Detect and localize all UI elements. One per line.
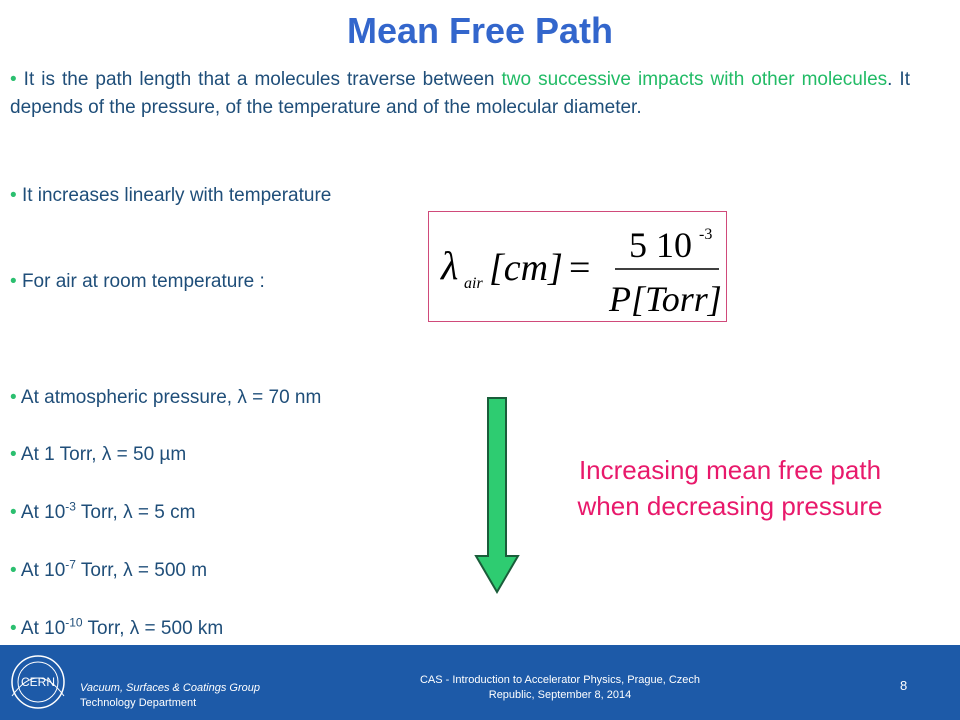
pressure-1e-10-prefix: At 10 bbox=[20, 618, 66, 639]
pressure-1torr-bullet bbox=[10, 441, 186, 469]
linear-temp-text: It increases linearly with temperature bbox=[21, 185, 332, 206]
slide-footer bbox=[0, 645, 960, 720]
definition-bullet bbox=[10, 66, 910, 122]
definition-text-2: . It depends of the pressure, of the temperature and of the molecular diameter. bbox=[10, 69, 910, 118]
linear-temp-bullet bbox=[10, 182, 331, 210]
pressure-1e-10-exponent: -10 bbox=[65, 615, 83, 630]
pressure-1e-3-suffix: Torr, λ = 5 cm bbox=[75, 502, 196, 523]
definition-highlight: two successive impacts with other molecules bbox=[501, 69, 888, 90]
pressure-1e-7-suffix: Torr, λ = 500 m bbox=[75, 560, 208, 581]
air-room-bullet bbox=[10, 268, 265, 296]
pressure-1e-10-suffix: Torr, λ = 500 km bbox=[82, 618, 224, 639]
bullet-icon: • bbox=[10, 444, 17, 465]
footer-conference bbox=[380, 673, 740, 703]
footer-conference-line-2: Republic, September 8, 2014 bbox=[488, 689, 632, 701]
pressure-1e-7-exponent: -7 bbox=[65, 557, 76, 572]
increasing-line-1: Increasing mean free path bbox=[578, 455, 882, 485]
footer-department: Technology Department bbox=[80, 697, 197, 709]
increasing-mfp-note bbox=[520, 452, 940, 524]
bullet-icon: • bbox=[10, 560, 17, 581]
bullet-icon: • bbox=[10, 271, 17, 292]
bullet-icon: • bbox=[10, 185, 17, 206]
formula-numerator: 5 10 bbox=[629, 225, 692, 265]
pressure-1e-10-bullet bbox=[10, 615, 223, 643]
bullet-icon: • bbox=[10, 618, 17, 639]
mean-free-path-formula bbox=[429, 212, 725, 320]
footer-group: Vacuum, Surfaces & Coatings Group bbox=[80, 682, 260, 694]
pressure-1e-7-prefix: At 10 bbox=[20, 560, 66, 581]
pressure-1e-3-exponent: -3 bbox=[65, 499, 76, 514]
down-arrow-icon bbox=[474, 396, 520, 596]
formula-unit: [cm] bbox=[489, 247, 563, 289]
pressure-1e-3-prefix: At 10 bbox=[20, 502, 66, 523]
footer-conference-line-1: CAS - Introduction to Accelerator Physics, Prague, Czech bbox=[419, 674, 701, 686]
formula-lambda: λ bbox=[441, 243, 459, 288]
formula-equals: = bbox=[569, 247, 591, 289]
bullet-icon: • bbox=[10, 387, 17, 408]
formula-subscript: air bbox=[464, 275, 483, 292]
pressure-atm-bullet bbox=[10, 384, 321, 412]
pressure-atm-text: At atmospheric pressure, λ = 70 nm bbox=[20, 387, 322, 408]
bullet-icon: • bbox=[10, 502, 17, 523]
pressure-1torr-text: At 1 Torr, λ = 50 µm bbox=[20, 444, 187, 465]
cern-logo-icon bbox=[8, 652, 68, 712]
formula-exponent: -3 bbox=[699, 226, 713, 243]
page-number: 8 bbox=[900, 678, 908, 693]
formula-denominator: P[Torr] bbox=[609, 279, 722, 319]
pressure-1e-3-bullet bbox=[10, 499, 195, 527]
slide-title: Mean Free Path bbox=[346, 10, 614, 51]
bullet-icon: • bbox=[10, 69, 17, 90]
formula-box bbox=[428, 211, 727, 322]
cern-logo-text: CERN bbox=[20, 675, 56, 689]
air-room-text: For air at room temperature : bbox=[21, 271, 265, 292]
definition-text-1: It is the path length that a molecules traverse between bbox=[23, 69, 502, 90]
increasing-line-2: when decreasing pressure bbox=[577, 491, 883, 521]
pressure-1e-7-bullet bbox=[10, 557, 207, 585]
